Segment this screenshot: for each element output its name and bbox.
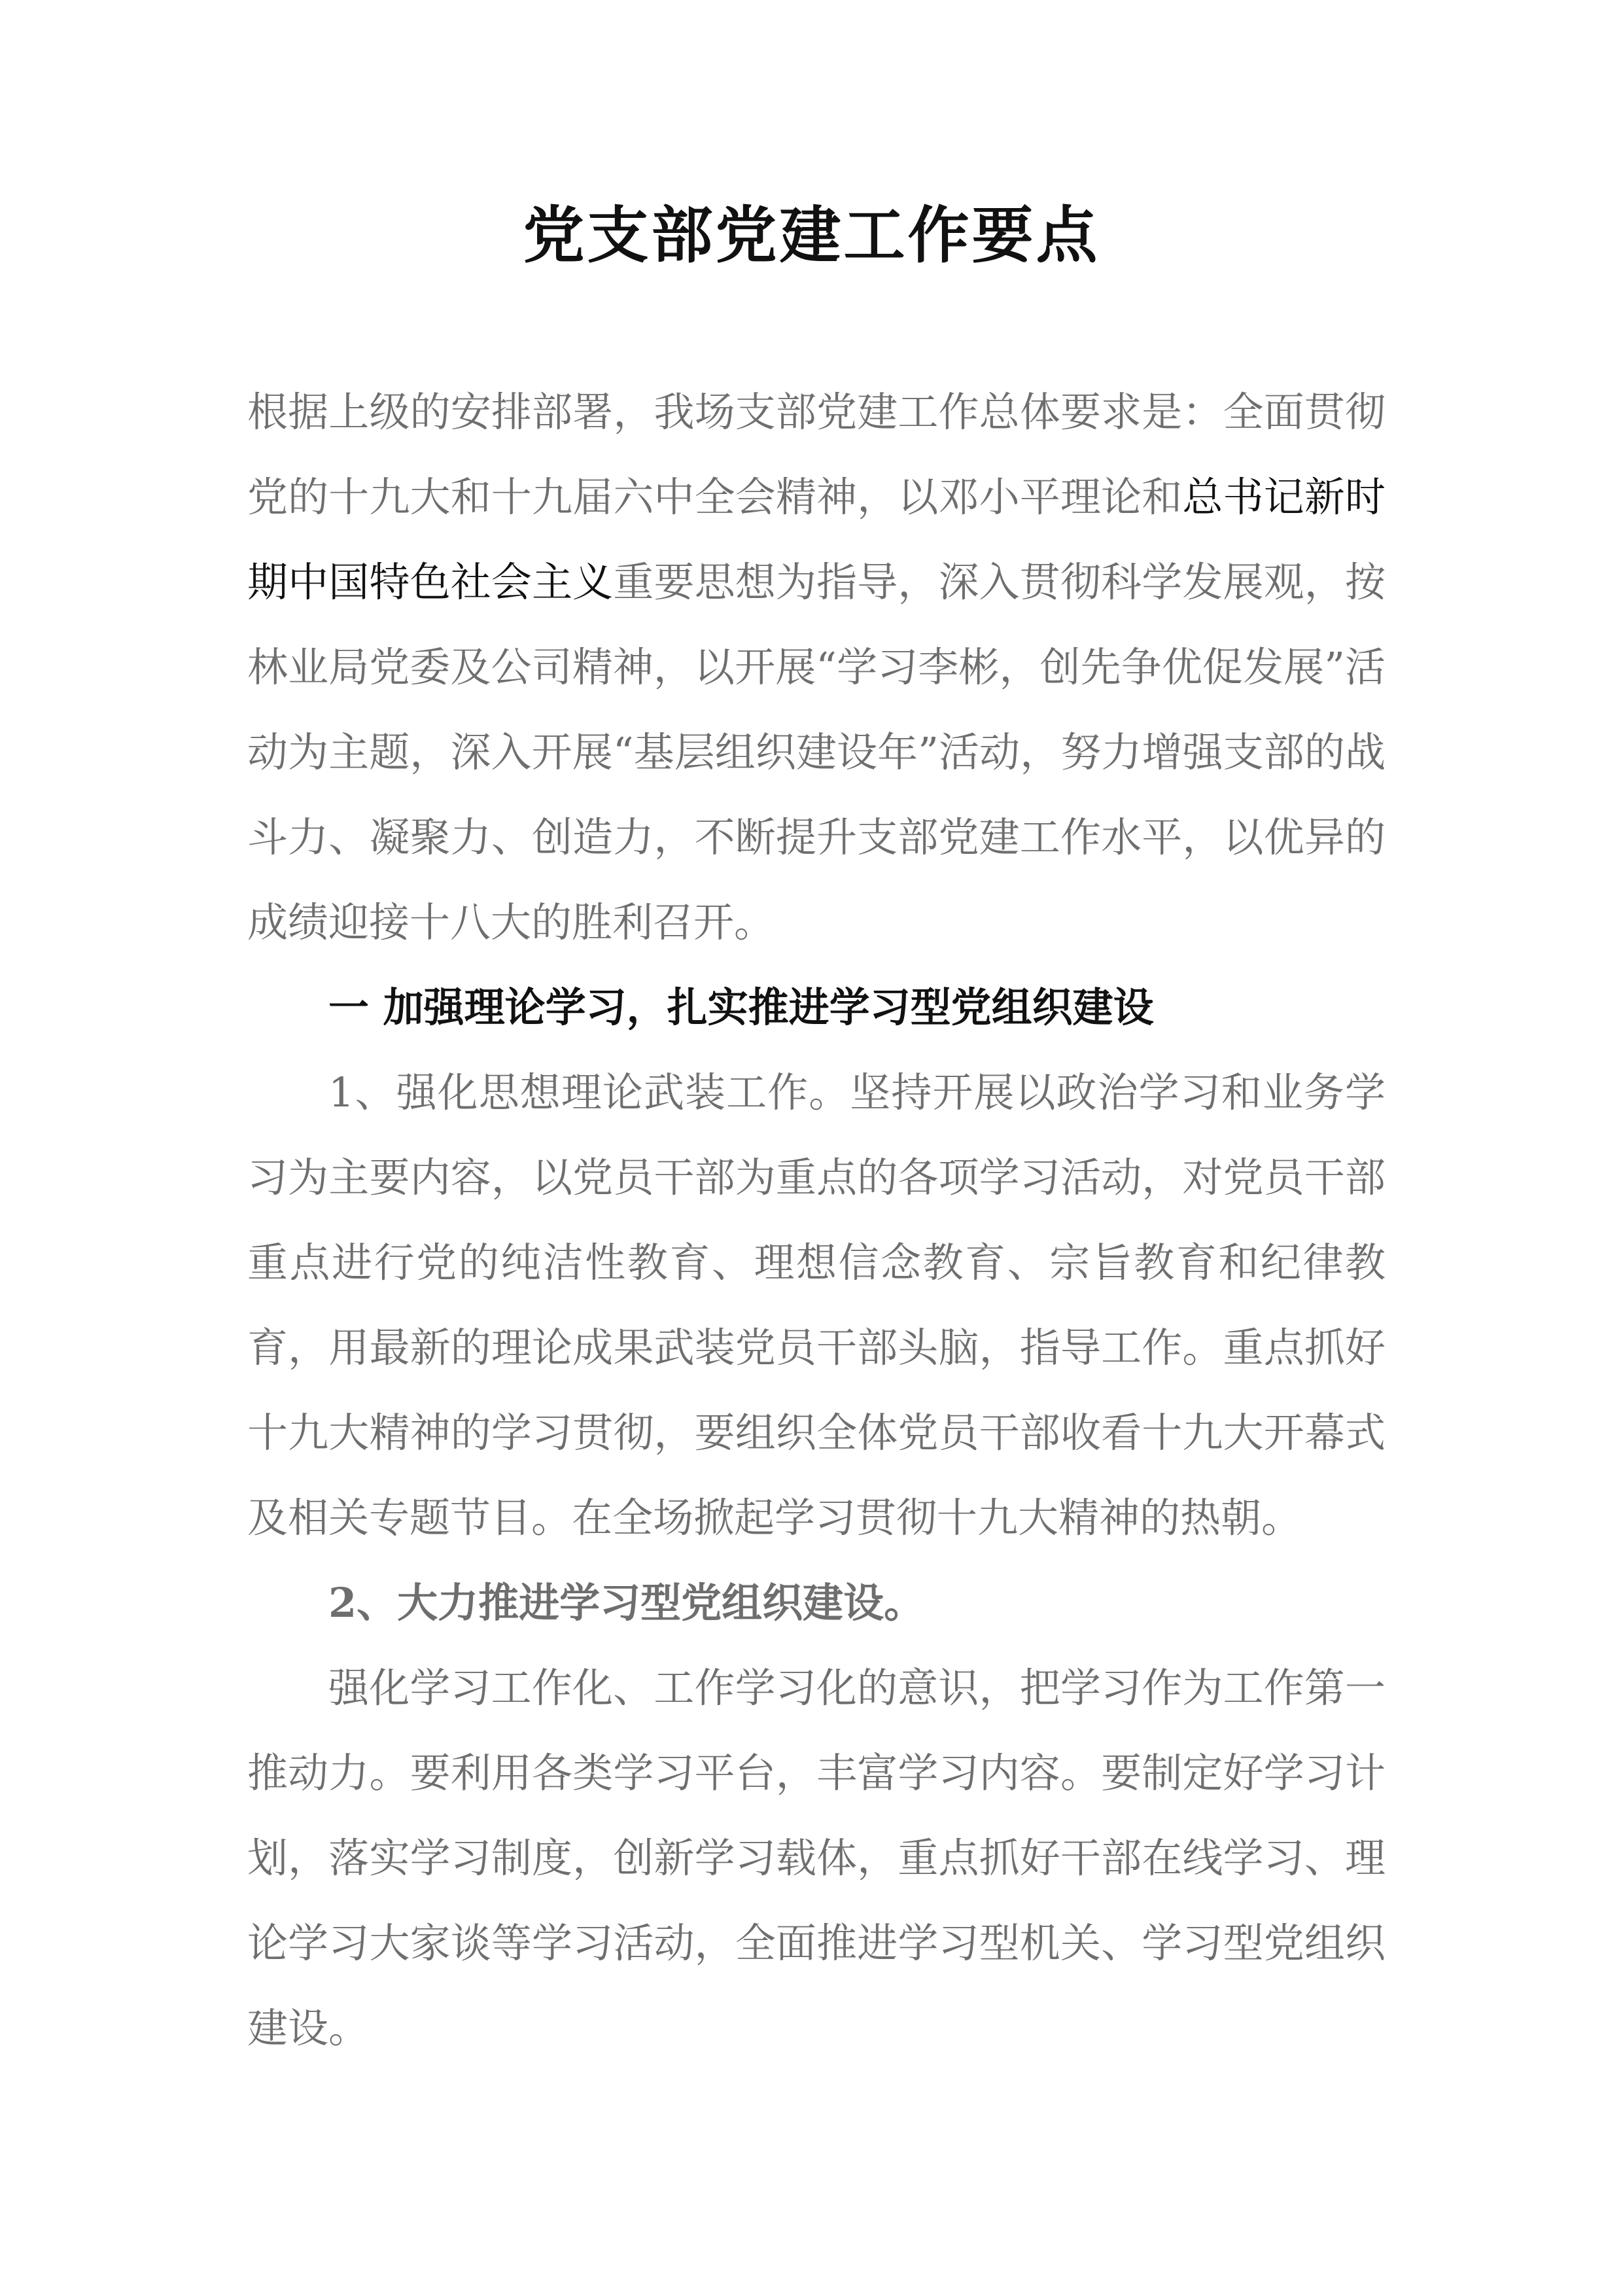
section1-item2-paragraph: 强化学习工作化、工作学习化的意识，把学习作为工作第一推动力。要利用各类学习平台，丰富学习内容。要制定好学习计划，落实学习制度，创新学习载体，重点抓好干部在线学习、理论学习大家谈等学习活动，全面推进学习型机关、学习型党组织建设。	[247, 1664, 1386, 2052]
document-body	[247, 370, 1386, 2071]
section-heading-1: 一 加强理论学习，扎实推进学习型党组织建设	[328, 983, 1154, 1031]
section1-item2-heading: 2、大力推进学习型党组织建设。	[328, 1579, 925, 1627]
section1-item1-paragraph: 1、强化思想理论武装工作。坚持开展以政治学习和业务学习为主要内容，以党员干部为重点的各项学习活动，对党员干部重点进行党的纯洁性教育、理想信念教育、宗旨教育和纪律教育，用最新的理论成果武装党员干部头脑，指导工作。重点抓好十九大精神的学习贯彻，要组织全体党员干部收看十九大开幕式及相关专题节目。在全场掀起学习贯彻十九大精神的热朝。	[247, 1069, 1386, 1542]
intro-text-highlight: 总书记新时期中国特色社会主义	[247, 473, 1386, 606]
intro-text-part3: 重要思想为指导，深入贯彻科学发展观，按林业局党委及公司精神，以开展“学习李彬，创先争优促发展”活动为主题，深入开展“基层组织建设年”活动，努力增强支部的战斗力、凝聚力、创造力，不断提升支部党建工作水平，以优异的成绩迎接十八大的胜利召开。	[247, 558, 1386, 946]
document-title: 党支部党建工作要点	[523, 200, 1100, 272]
intro-paragraph	[247, 370, 1386, 965]
intro-text-part1: 根据上级的安排部署，我场支部党建工作总体要求是：全面贯彻党的十九大和十九届六中全会精神，以邓小平理论和	[247, 388, 1386, 521]
